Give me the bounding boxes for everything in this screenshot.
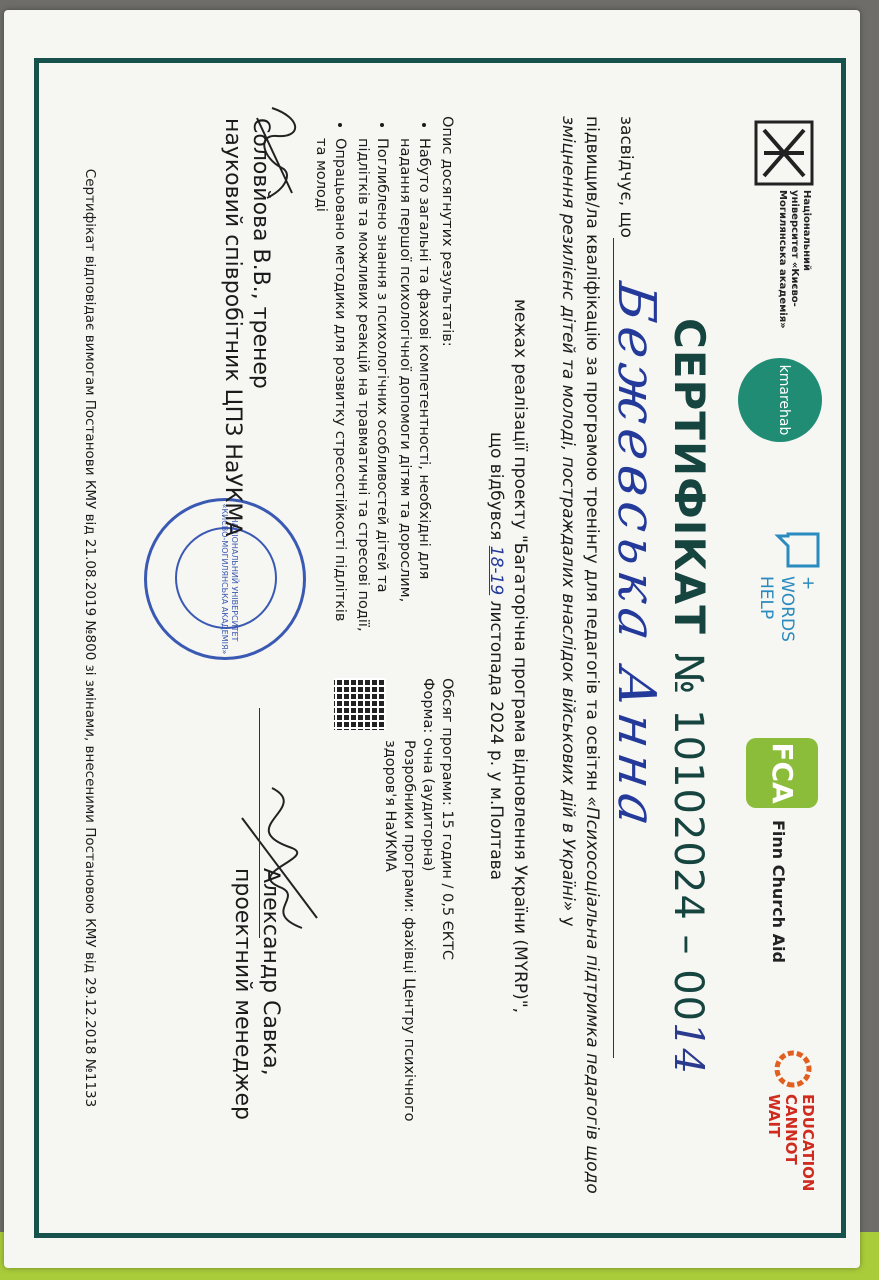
kmarehab-text: kmarehab bbox=[776, 364, 792, 436]
certifies-label: засвідчує, що bbox=[616, 116, 636, 238]
recipient-underline bbox=[613, 238, 614, 1058]
recipient-name: Бежевська Анна bbox=[606, 278, 666, 836]
held-prefix: що відбувся bbox=[486, 431, 506, 541]
results-item: • Поглиблено знання з психологічних особливостей дітей та підлітків та можливих реакцій на травматичні та стресові події, bbox=[353, 138, 391, 636]
ecw-line-3: WAIT bbox=[765, 1094, 783, 1138]
results-item: • Опрацьовано методики для розвитку стресостійкості підлітків та молоді bbox=[311, 138, 349, 636]
help-text: HELP bbox=[756, 576, 776, 620]
naukma-name: Національний університет «Києво-Могилянська академія» bbox=[777, 190, 812, 329]
program-intro: підвищив/ла кваліфікацію за програмою тренінгу для педагогів та освітян bbox=[582, 116, 602, 792]
signatory-left-name: Соловйова В.В., тренер bbox=[248, 118, 273, 389]
fca-mark: FCA bbox=[746, 738, 818, 808]
signatory-left bbox=[218, 118, 274, 718]
results-list bbox=[311, 116, 433, 636]
ecw-circle-icon bbox=[772, 1048, 814, 1090]
words-help-logo bbox=[734, 528, 824, 642]
program-form: Форма: очна (аудиторна) bbox=[420, 678, 436, 872]
program-name: «Психосоціальна підтримка педагогів щодо зміцнення резилієнс дітей та молоді, постраждалих внаслідок військових дій в Україні» bbox=[558, 116, 602, 1194]
ecw-line-1: EDUCATION bbox=[799, 1094, 817, 1192]
fca-name: Finn Church Aid bbox=[769, 820, 788, 963]
naukma-logo bbox=[734, 120, 824, 330]
project-line: межах реалізації проекту "Багаторічна програма відновлення України (MYRP)", bbox=[510, 298, 530, 1014]
certificate-title bbox=[665, 318, 714, 1075]
program-volume: Обсяг програми: 15 годин / 0,5 ЄКТС bbox=[439, 678, 455, 961]
program-paragraph bbox=[556, 116, 604, 1196]
results-section bbox=[307, 116, 456, 636]
signatory-left-title: науковий співробітник ЦПЗ НаУКМА bbox=[220, 118, 245, 537]
program-tail: у bbox=[558, 916, 578, 927]
logo-row bbox=[722, 58, 832, 1218]
title-text: СЕРТИФІКАТ bbox=[665, 318, 714, 635]
speech-bubble-icon bbox=[772, 528, 824, 572]
qr-code bbox=[334, 678, 386, 730]
certificate-number-handwritten: 14 bbox=[665, 1022, 711, 1076]
stamp-line-2: «КИЄВО-МОГИЛЯНСЬКА АКАДЕМІЯ» bbox=[220, 503, 229, 655]
ecw-logo bbox=[728, 1048, 824, 1208]
program-info bbox=[380, 678, 456, 1178]
results-heading: Опис досягнутих результатів: bbox=[439, 116, 455, 347]
program-developers: Розробники програми: фахівці Центру психічного здоров'я НаУКМА bbox=[382, 740, 417, 1122]
stamp-line-1: НАЦІОНАЛЬНИЙ УНІВЕРСИТЕТ bbox=[230, 516, 239, 642]
held-dates: 18-19 bbox=[486, 545, 506, 596]
footer-note: Сертифікат відповідає вимогам Постанови КМУ від 21.08.2019 №800 зі змінами, внесеними Постановою КМУ від 29.12.2018 №1133 bbox=[82, 168, 98, 1108]
ecw-line-2: CANNOT bbox=[782, 1094, 800, 1165]
fca-logo bbox=[738, 738, 818, 968]
certificate-number: № 10102024 – 0014 bbox=[665, 652, 711, 1076]
certificate-content bbox=[40, 58, 832, 1218]
words-text: + WORDS bbox=[777, 576, 818, 642]
signatory-right bbox=[228, 868, 284, 1218]
naukma-emblem-icon bbox=[754, 120, 814, 186]
signatory-right-title: проектний менеджер bbox=[230, 868, 255, 1121]
signatory-right-name: Александр Савка, bbox=[258, 868, 283, 1076]
held-suffix: листопада 2024 р. у м.Полтава bbox=[486, 600, 506, 881]
kmarehab-logo bbox=[738, 358, 822, 442]
project-details bbox=[484, 116, 532, 1196]
results-item: • Набуто загальні та фахові компетентності, необхідні для надання першої психологічної допомоги дітям та дорослим, bbox=[395, 138, 433, 636]
